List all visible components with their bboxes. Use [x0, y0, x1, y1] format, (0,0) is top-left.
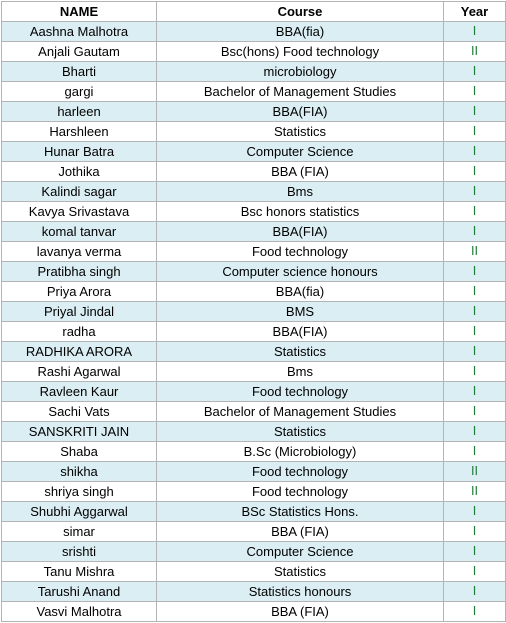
name-cell: Kalindi sagar [2, 182, 157, 202]
year-cell: II [444, 42, 506, 62]
course-cell: Bachelor of Management Studies [157, 82, 444, 102]
year-cell: I [444, 422, 506, 442]
course-cell: B.Sc (Microbiology) [157, 442, 444, 462]
year-cell: I [444, 202, 506, 222]
name-cell: Ravleen Kaur [2, 382, 157, 402]
table-row [2, 182, 506, 202]
table-row [2, 402, 506, 422]
name-cell: Hunar Batra [2, 142, 157, 162]
course-cell: BBA (FIA) [157, 162, 444, 182]
year-cell: II [444, 462, 506, 482]
name-cell: shriya singh [2, 482, 157, 502]
name-cell: Rashi Agarwal [2, 362, 157, 382]
year-cell: I [444, 502, 506, 522]
year-cell: I [444, 62, 506, 82]
table-row [2, 222, 506, 242]
course-cell: BBA (FIA) [157, 602, 444, 622]
year-cell: I [444, 442, 506, 462]
year-cell: I [444, 602, 506, 622]
course-cell: BBA(fia) [157, 22, 444, 42]
table-row [2, 442, 506, 462]
table-row [2, 342, 506, 362]
course-cell: Statistics [157, 562, 444, 582]
table-row [2, 22, 506, 42]
name-cell: Bharti [2, 62, 157, 82]
table-row [2, 362, 506, 382]
table-row [2, 122, 506, 142]
course-cell: Bms [157, 362, 444, 382]
name-cell: Kavya Srivastava [2, 202, 157, 222]
course-cell: Computer Science [157, 142, 444, 162]
table-row [2, 242, 506, 262]
year-cell: I [444, 262, 506, 282]
name-cell: Tanu Mishra [2, 562, 157, 582]
table-row [2, 522, 506, 542]
name-cell: Shaba [2, 442, 157, 462]
course-cell: BBA(FIA) [157, 322, 444, 342]
year-cell: I [444, 542, 506, 562]
year-cell: I [444, 142, 506, 162]
table-row [2, 462, 506, 482]
name-cell: Priyal Jindal [2, 302, 157, 322]
name-cell: komal tanvar [2, 222, 157, 242]
course-cell: BBA(FIA) [157, 222, 444, 242]
name-cell: SANSKRITI JAIN [2, 422, 157, 442]
table-row [2, 542, 506, 562]
table-row [2, 82, 506, 102]
student-table [1, 1, 506, 622]
course-cell: BBA(fia) [157, 282, 444, 302]
header-course: Course [157, 2, 444, 22]
name-cell: Priya Arora [2, 282, 157, 302]
course-cell: BMS [157, 302, 444, 322]
year-cell: I [444, 222, 506, 242]
name-cell: simar [2, 522, 157, 542]
table-row [2, 582, 506, 602]
course-cell: Statistics [157, 422, 444, 442]
name-cell: Pratibha singh [2, 262, 157, 282]
table-row [2, 282, 506, 302]
name-cell: Anjali Gautam [2, 42, 157, 62]
year-cell: I [444, 102, 506, 122]
year-cell: II [444, 242, 506, 262]
course-cell: BBA(FIA) [157, 102, 444, 122]
table-row [2, 162, 506, 182]
header-row [2, 2, 506, 22]
year-cell: I [444, 582, 506, 602]
course-cell: Food technology [157, 242, 444, 262]
course-cell: BBA (FIA) [157, 522, 444, 542]
header-year: Year [444, 2, 506, 22]
year-cell: I [444, 162, 506, 182]
table-row [2, 482, 506, 502]
year-cell: I [444, 182, 506, 202]
table-row [2, 302, 506, 322]
table-row [2, 262, 506, 282]
name-cell: Shubhi Aggarwal [2, 502, 157, 522]
course-cell: Statistics [157, 342, 444, 362]
year-cell: I [444, 302, 506, 322]
course-cell: Statistics honours [157, 582, 444, 602]
name-cell: Vasvi Malhotra [2, 602, 157, 622]
year-cell: I [444, 282, 506, 302]
name-cell: shikha [2, 462, 157, 482]
course-cell: Food technology [157, 482, 444, 502]
year-cell: I [444, 122, 506, 142]
year-cell: II [444, 482, 506, 502]
table-row [2, 142, 506, 162]
course-cell: microbiology [157, 62, 444, 82]
year-cell: I [444, 362, 506, 382]
table-row [2, 602, 506, 622]
year-cell: I [444, 522, 506, 542]
name-cell: radha [2, 322, 157, 342]
table-row [2, 62, 506, 82]
course-cell: Computer Science [157, 542, 444, 562]
table-row [2, 202, 506, 222]
table-row [2, 502, 506, 522]
name-cell: RADHIKA ARORA [2, 342, 157, 362]
year-cell: I [444, 562, 506, 582]
course-cell: Bachelor of Management Studies [157, 402, 444, 422]
year-cell: I [444, 322, 506, 342]
name-cell: Jothika [2, 162, 157, 182]
year-cell: I [444, 22, 506, 42]
name-cell: Aashna Malhotra [2, 22, 157, 42]
course-cell: Statistics [157, 122, 444, 142]
name-cell: Harshleen [2, 122, 157, 142]
course-cell: Food technology [157, 462, 444, 482]
course-cell: Bsc honors statistics [157, 202, 444, 222]
table-row [2, 422, 506, 442]
table-body [2, 22, 506, 622]
table-row [2, 102, 506, 122]
year-cell: I [444, 342, 506, 362]
table-row [2, 322, 506, 342]
name-cell: gargi [2, 82, 157, 102]
course-cell: BSc Statistics Hons. [157, 502, 444, 522]
course-cell: Bms [157, 182, 444, 202]
table-row [2, 562, 506, 582]
table-row [2, 42, 506, 62]
course-cell: Computer science honours [157, 262, 444, 282]
year-cell: I [444, 382, 506, 402]
name-cell: Sachi Vats [2, 402, 157, 422]
name-cell: lavanya verma [2, 242, 157, 262]
name-cell: srishti [2, 542, 157, 562]
name-cell: Tarushi Anand [2, 582, 157, 602]
course-cell: Bsc(hons) Food technology [157, 42, 444, 62]
year-cell: I [444, 82, 506, 102]
name-cell: harleen [2, 102, 157, 122]
course-cell: Food technology [157, 382, 444, 402]
table-row [2, 382, 506, 402]
header-name: NAME [2, 2, 157, 22]
year-cell: I [444, 402, 506, 422]
